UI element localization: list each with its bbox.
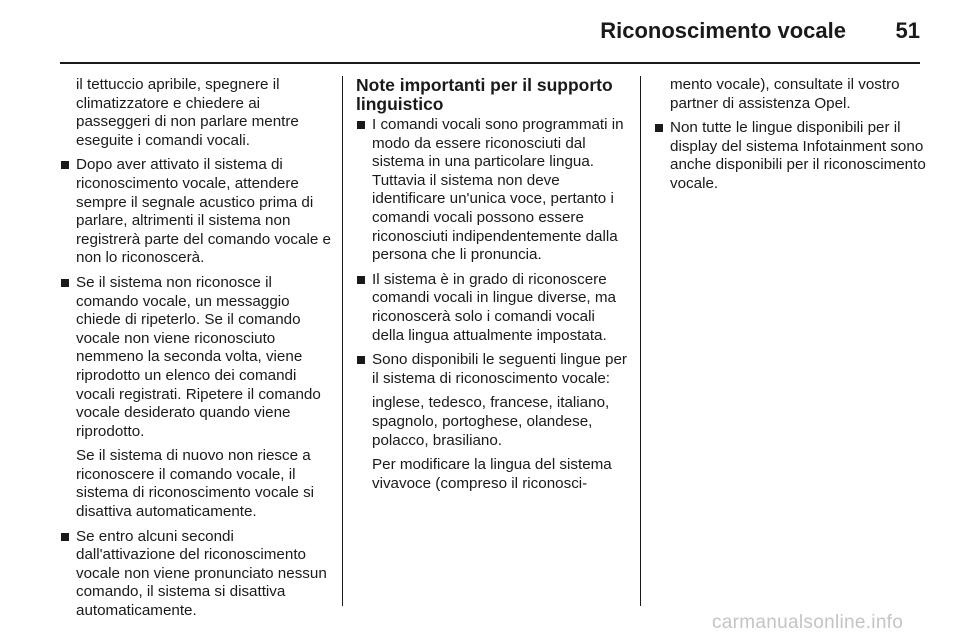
paragraph: Se il sistema di nuovo non riesce a riconoscere il comando vocale, il sistema di riconoscimento vocale si disattiva automaticamente. xyxy=(76,447,315,521)
paragraph: Per modificare la lingua del sistema vivavoce (compreso il riconosci- xyxy=(372,456,612,492)
bullet-square-icon xyxy=(655,124,663,132)
bullet-square-icon xyxy=(61,533,69,541)
paragraph: Dopo aver attivato il sistema di riconoscimento vocale, attendere sempre il segnale acustico prima di parlare, altrimenti il sistema non registrerà parte del comando vocale e non lo riconoscerà. xyxy=(76,156,331,267)
paragraph: Se il sistema non riconosce il comando vocale, un messaggio chiede di ripeterlo. Se il comando vocale non viene riconosciuto nemmeno la seconda volta, viene riprodotto un elenco dei comandi vocali registrati. Ripetere il comando vocale desiderato quando viene riprodotto. xyxy=(76,273,321,440)
bullet-square-icon xyxy=(357,121,365,129)
column-divider xyxy=(342,76,343,606)
page-title: Riconoscimento vocale xyxy=(600,18,846,43)
paragraph: Il sistema è in grado di riconoscere comandi vocali in lingue diverse, ma riconoscerà solo i comandi vocali della lingua attualmente impostata. xyxy=(372,270,616,344)
bullet-list xyxy=(356,116,628,493)
list-item xyxy=(60,156,332,268)
continuation-text: mento vocale), consultate il vostro partner di assistenza Opel. xyxy=(670,76,900,112)
page-number: 51 xyxy=(895,18,920,43)
continuation-text: il tettuccio apribile, spegnere il climatizzatore e chiedere ai passeggeri di non parlare mentre eseguite i comandi vocali. xyxy=(76,76,299,149)
section-heading: Note importanti per il supporto linguistico xyxy=(356,75,613,114)
column-2 xyxy=(356,76,628,499)
list-item xyxy=(356,116,628,265)
paragraph: Non tutte le lingue disponibili per il display del sistema Infotainment sono anche disponibili per il riconoscimento vocale. xyxy=(670,119,926,192)
list-item xyxy=(60,274,332,522)
list-item xyxy=(356,271,628,345)
list-item xyxy=(654,119,926,193)
bullet-list xyxy=(60,156,332,620)
column-divider xyxy=(640,76,641,606)
bullet-square-icon xyxy=(357,276,365,284)
column-1 xyxy=(60,76,332,627)
list-item xyxy=(356,351,628,493)
paragraph: Se entro alcuni secondi dall'attivazione del riconoscimento vocale non viene pronunciato nessun comando, il sistema si disattiva automaticamente. xyxy=(76,527,327,620)
bullet-square-icon xyxy=(61,279,69,287)
bullet-square-icon xyxy=(357,356,365,364)
list-item xyxy=(60,528,332,621)
paragraph: Sono disponibili le seguenti lingue per il sistema di riconoscimento vocale: xyxy=(372,351,627,387)
bullet-list xyxy=(654,119,926,193)
column-3 xyxy=(654,76,926,200)
bullet-square-icon xyxy=(61,161,69,169)
paragraph: I comandi vocali sono programmati in modo da essere riconosciuti dal sistema in una particolare lingua. Tuttavia il sistema non deve identificare un'unica voce, pertanto i comandi vocali possono essere riconosciuti indipendentemente dalla persona che li pronuncia. xyxy=(372,116,624,264)
watermark: carmanualsonline.info xyxy=(712,612,904,633)
page-header xyxy=(60,14,920,64)
paragraph: inglese, tedesco, francese, italiano, spagnolo, portoghese, olandese, polacco, brasiliano. xyxy=(372,394,610,449)
